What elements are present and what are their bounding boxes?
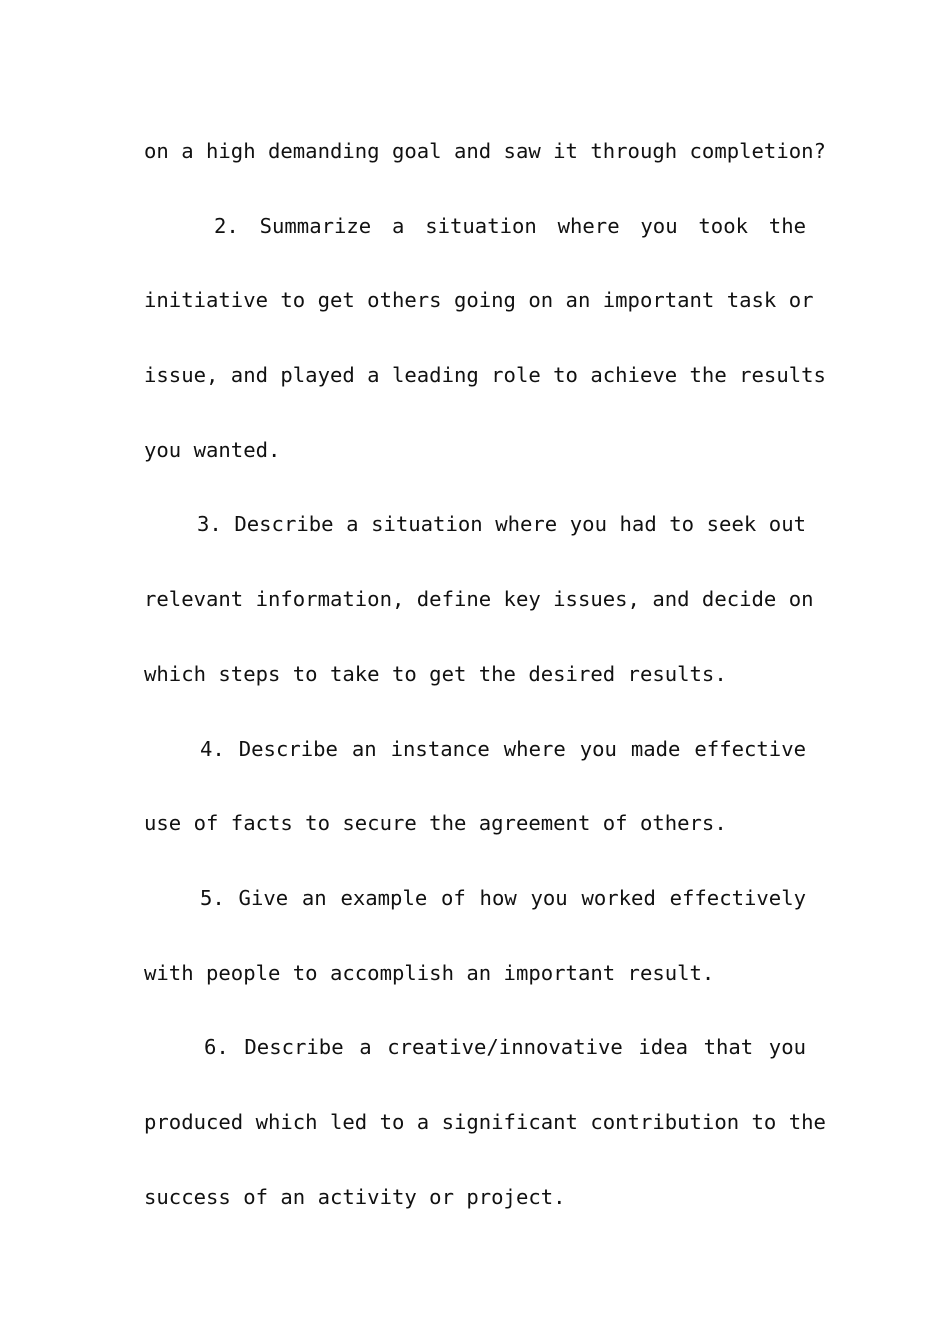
paragraph-line: relevant information, define key issues, and decide on: [144, 587, 814, 612]
paragraph-line: success of an activity or project.: [144, 1184, 566, 1209]
paragraph-line: with people to accomplish an important result.: [144, 960, 715, 985]
document-body: [144, 131, 826, 1251]
question-5-first-line: 5. Give an example of how you worked effectively: [200, 885, 806, 910]
question-4-first-line: 4. Describe an instance where you made effective: [200, 736, 806, 761]
question-3-first-line: 3. Describe a situation where you had to seek out: [197, 512, 806, 537]
paragraph-line: which steps to take to get the desired results.: [144, 661, 727, 686]
paragraph-line: initiative to get others going on an important task or: [144, 288, 814, 313]
paragraph-line: produced which led to a significant contribution to the: [144, 1109, 826, 1134]
paragraph-line: issue, and played a leading role to achieve the results: [144, 363, 826, 388]
question-2-first-line: 2. Summarize a situation where you took the: [214, 213, 806, 238]
paragraph-line: you wanted.: [144, 437, 281, 462]
question-6-first-line: 6. Describe a creative/innovative idea that you: [204, 1035, 806, 1060]
paragraph-line: on a high demanding goal and saw it through completion?: [144, 139, 826, 163]
paragraph-line: use of facts to secure the agreement of others.: [144, 811, 727, 836]
